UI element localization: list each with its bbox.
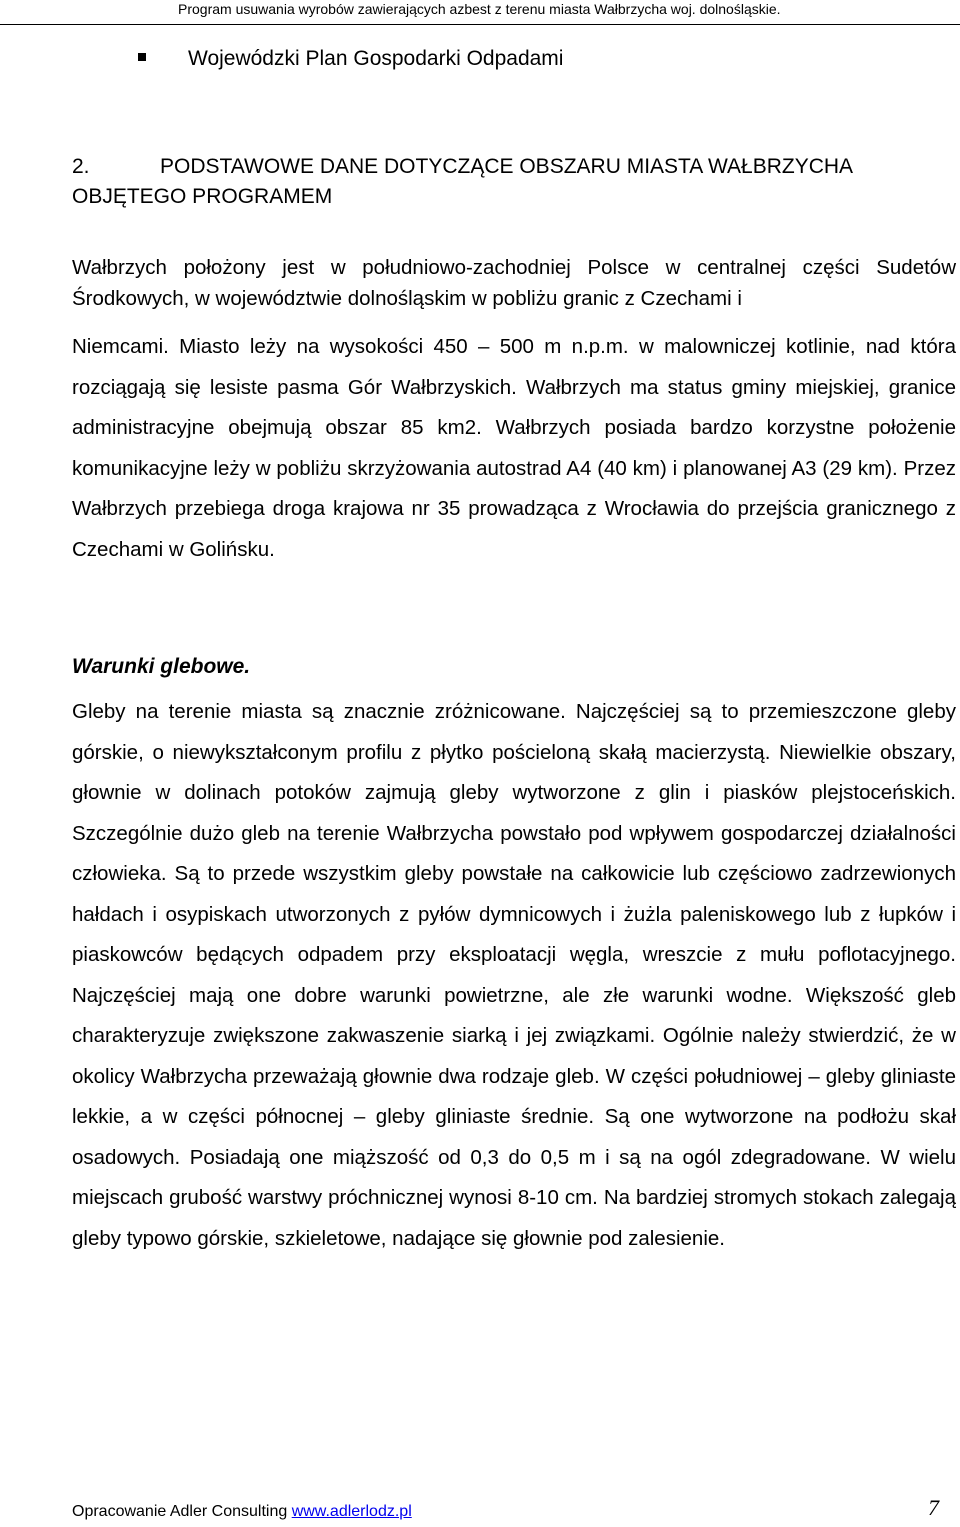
footer-text: Opracowanie Adler Consulting xyxy=(72,1503,292,1520)
bullet-list-item xyxy=(138,47,563,71)
page-footer xyxy=(72,1503,412,1521)
paragraph-soil: Gleby na terenie miasta są znacznie zróżnicowane. Najczęściej są to przemieszczone gleby górskie, o niewykształconym profilu z płytko pościeloną skałą macierzystą. Niewielkie obszary, głownie w dolinach potoków zajmują gleby wytworzone z glin i piasków plejstoceńskich. Szczególnie dużo gleb na terenie Wałbrzycha powstało pod wpływem gospodarczej działalności człowieka. Są to przede wszystkim gleby powstałe na całkowicie lub częściowo zadrzewionych hałdach i osypiskach utworzonych z pyłów dymnicowych i żużla paleniskowego lub z łupków i piaskowców będących odpadem przy eksploatacji węgla, wreszcie z mułu poflotacyjnego. Najczęściej mają one dobre warunki powietrzne, ale złe warunki wodne. Większość gleb charakteryzuje zwiększone zakwaszenie siarką i jej związkami. Ogólnie należy stwierdzić, że w okolicy Wałbrzycha przeważają głownie dwa rodzaje gleb. W części południowej – gleby gliniaste lekkie, a w części północnej – gleby gliniaste średnie. Są one wytworzone na podłożu skał osadowych. Posiadają one miąższość od 0,3 do 0,5 m i są na ogól zdegradowane. W wielu miejscach grubość warstwy próchnicznej wynosi 8-10 cm. Na bardziej stromych stokach zalegają gleby typowo górskie, szkieletowe, nadające się głownie pod zalesienie. xyxy=(72,700,956,1250)
page-number: 7 xyxy=(928,1495,939,1520)
soil-heading: Warunki glebowe. xyxy=(72,655,251,678)
page-header xyxy=(0,0,960,25)
section-title: PODSTAWOWE DANE DOTYCZĄCE OBSZARU MIASTA WAŁBRZYCHA OBJĘTEGO PROGRAMEM xyxy=(72,155,852,208)
footer-website-link[interactable]: www.adlerlodz.pl xyxy=(291,1503,412,1520)
paragraph-location: Wałbrzych położony jest w południowo-zachodniej Polsce w centralnej części Sudetów Środkowych, w województwie dolnośląskim w pobliżu granic z Czechami i xyxy=(72,256,956,310)
running-title: Program usuwania wyrobów zawierających azbest z terenu miasta Wałbrzycha woj. dolnośląskie. xyxy=(178,1,781,17)
square-bullet-icon xyxy=(138,53,146,61)
paragraph-city-info: Niemcami. Miasto leży na wysokości 450 – 500 m n.p.m. w malowniczej kotlinie, nad która rozciągają się lesiste pasma Gór Wałbrzyskich. Wałbrzych ma status gminy miejskiej, granice administracyjne obejmują obszar 85 km2. Wałbrzych posiada bardzo korzystne położenie komunikacyjne leży w pobliżu skrzyżowania autostrad A4 (40 km) i planowanej A3 (29 km). Przez Wałbrzych przebiega droga krajowa nr 35 prowadząca z Wrocławia do przejścia granicznego z Czechami w Golińsku. xyxy=(72,335,956,561)
bullet-item-text: Wojewódzki Plan Gospodarki Odpadami xyxy=(188,47,564,70)
section-heading xyxy=(72,152,952,212)
section-number: 2. xyxy=(72,155,90,178)
